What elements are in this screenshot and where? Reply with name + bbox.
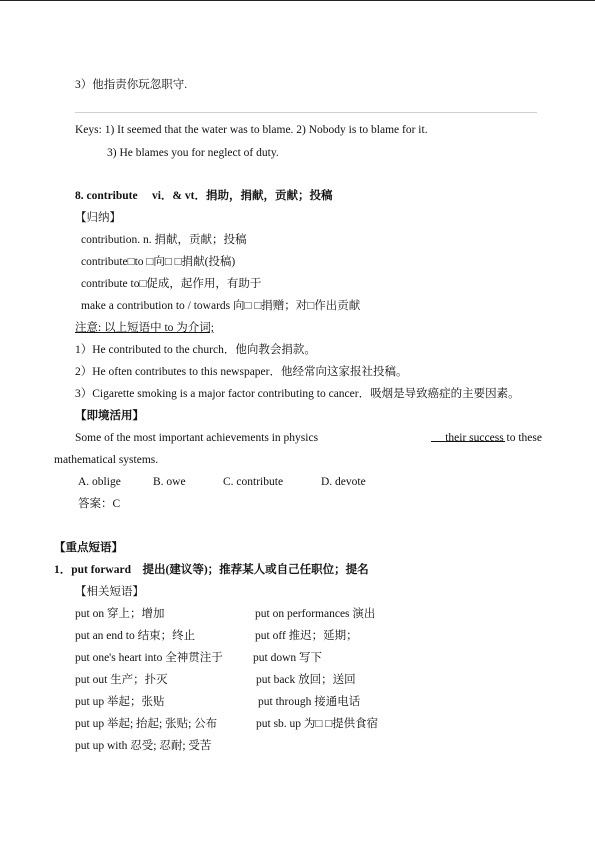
option-a: A. oblige xyxy=(78,476,121,488)
example-2: 2）He often contributes to this newspaper．他经常向这家报社投稿。 xyxy=(75,366,408,378)
top-rule xyxy=(0,0,595,1)
phrase-right-4: put back 放回；送回 xyxy=(256,674,356,686)
summary-item-2: contribute□to □向□ □捐献(投稿) xyxy=(81,256,236,268)
summary-item-1: contribution. n. 捐献，贡献；投稿 xyxy=(81,234,247,246)
section-heading-key-phrases: 【重点短语】 xyxy=(54,542,123,554)
entry-heading-contribute: 8. contribute vi．& vt．捐助，捐献，贡献；投稿 xyxy=(75,190,333,202)
phrase-right-6: put sb. up 为□ □提供食宿 xyxy=(256,718,379,730)
example-1: 1）He contributed to the church．他向教会捐款。 xyxy=(75,344,316,356)
question-part-2: their success to these xyxy=(445,432,542,444)
phrase-right-2: put off 推迟；延期； xyxy=(255,630,358,642)
question-line-2: mathematical systems. xyxy=(54,454,159,466)
exercise-item-3: 3）他指责你玩忽职守. xyxy=(75,79,188,91)
phrase-left-6: put up 举起; 抬起; 张贴; 公布 xyxy=(75,718,218,730)
summary-item-4: make a contribution to / towards 向□ □捐赠；对□作出贡献 xyxy=(81,300,361,312)
phrase-left-3: put one's heart into 全神贯注于 xyxy=(75,652,223,664)
phrase-left-4: put out 生产；扑灭 xyxy=(75,674,168,686)
practice-label: 【即境活用】 xyxy=(75,410,144,422)
option-b: B. owe xyxy=(153,476,186,488)
related-phrases-label: 【相关短语】 xyxy=(75,586,144,598)
phrase-left-1: put on 穿上；增加 xyxy=(75,608,165,620)
question-part-1: Some of the most important achievements in physics xyxy=(75,432,319,444)
note-line: 注意: 以上短语中 to 为介词; xyxy=(75,322,214,334)
summary-item-3: contribute to□促成，起作用，有助于 xyxy=(81,278,262,290)
phrase-left-5: put up 举起；张贴 xyxy=(75,696,165,708)
option-d: D. devote xyxy=(321,476,366,488)
option-c: C. contribute xyxy=(223,476,284,488)
entry-heading-put-forward: 1．put forward 提出(建议等)；推荐某人或自己任职位；提名 xyxy=(54,564,369,576)
keys-line-1: Keys: 1) It seemed that the water was to blame. 2) Nobody is to blame for it. xyxy=(75,124,428,136)
separator-line xyxy=(75,112,537,113)
answer-line: 答案：C xyxy=(78,498,121,510)
summary-label: 【归纳】 xyxy=(75,212,121,224)
example-3: 3）Cigarette smoking is a major factor contributing to cancer．吸烟是导致癌症的主要因素。 xyxy=(75,388,520,400)
phrase-left-2: put an end to 结束；终止 xyxy=(75,630,196,642)
phrase-right-5: put through 接通电话 xyxy=(258,696,361,708)
keys-line-2: 3) He blames you for neglect of duty. xyxy=(107,147,279,159)
phrase-left-7: put up with 忍受; 忍耐; 受苦 xyxy=(75,740,212,752)
phrase-right-1: put on performances 演出 xyxy=(255,608,376,620)
phrase-right-3: put down 写下 xyxy=(253,652,322,664)
